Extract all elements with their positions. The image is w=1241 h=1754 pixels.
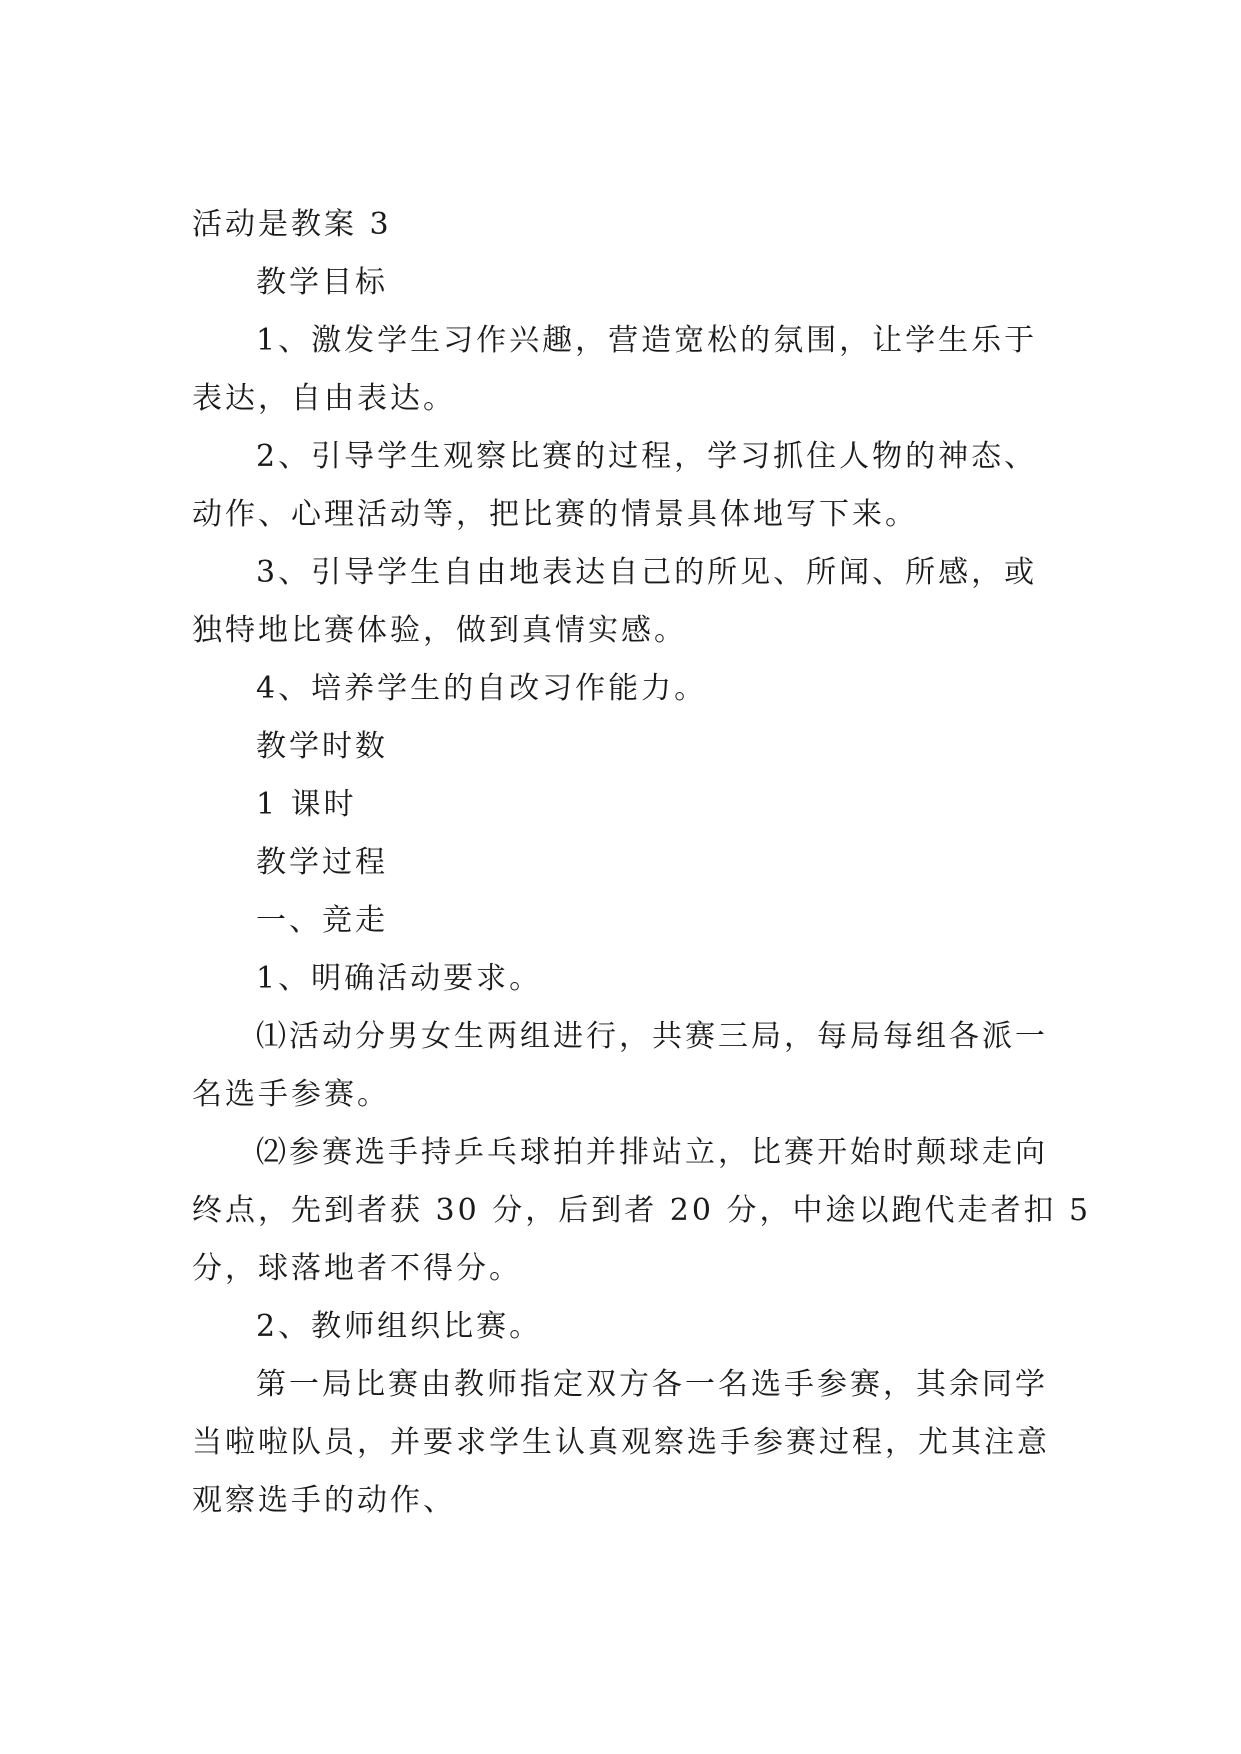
paragraph-line: 终点，先到者获 30 分，后到者 20 分，中途以跑代走者扣 5 — [192, 1193, 1092, 1228]
paragraph-line: 2、教师组织比赛。 — [256, 1309, 543, 1344]
paragraph-line: 1 课时 — [256, 787, 357, 822]
paragraph-line: 3、引导学生自由地表达自己的所见、所闻、所感，或 — [256, 555, 1038, 590]
paragraph-line: 1、激发学生习作兴趣，营造宽松的氛围，让学生乐于 — [256, 323, 1038, 358]
subsection-heading: 一、竞走 — [256, 903, 388, 938]
document-title: 活动是教案 3 — [192, 207, 392, 242]
paragraph-line: 1、明确活动要求。 — [256, 961, 543, 996]
document-body — [192, 196, 1092, 1530]
paragraph-line: 独特地比赛体验，做到真情实感。 — [192, 613, 687, 648]
paragraph-line: 名选手参赛。 — [192, 1077, 390, 1112]
section-heading-objectives: 教学目标 — [256, 265, 388, 300]
paragraph-line: 观察选手的动作、 — [192, 1483, 456, 1518]
paragraph-line: 分，球落地者不得分。 — [192, 1251, 522, 1286]
paragraph-line: 动作、心理活动等，把比赛的情景具体地写下来。 — [192, 497, 918, 532]
paragraph-line: ⑵参赛选手持乒乓球拍并排站立，比赛开始时颠球走向 — [256, 1135, 1048, 1170]
section-heading-process: 教学过程 — [256, 845, 388, 880]
paragraph-line: 第一局比赛由教师指定双方各一名选手参赛，其余同学 — [256, 1367, 1048, 1402]
paragraph-line: 表达，自由表达。 — [192, 381, 456, 416]
paragraph-line: 2、引导学生观察比赛的过程，学习抓住人物的神态、 — [256, 439, 1038, 474]
section-heading-hours: 教学时数 — [256, 729, 388, 764]
paragraph-line: ⑴活动分男女生两组进行，共赛三局，每局每组各派一 — [256, 1019, 1048, 1054]
paragraph-line: 当啦啦队员，并要求学生认真观察选手参赛过程，尤其注意 — [192, 1425, 1050, 1460]
paragraph-line: 4、培养学生的自改习作能力。 — [256, 671, 708, 706]
